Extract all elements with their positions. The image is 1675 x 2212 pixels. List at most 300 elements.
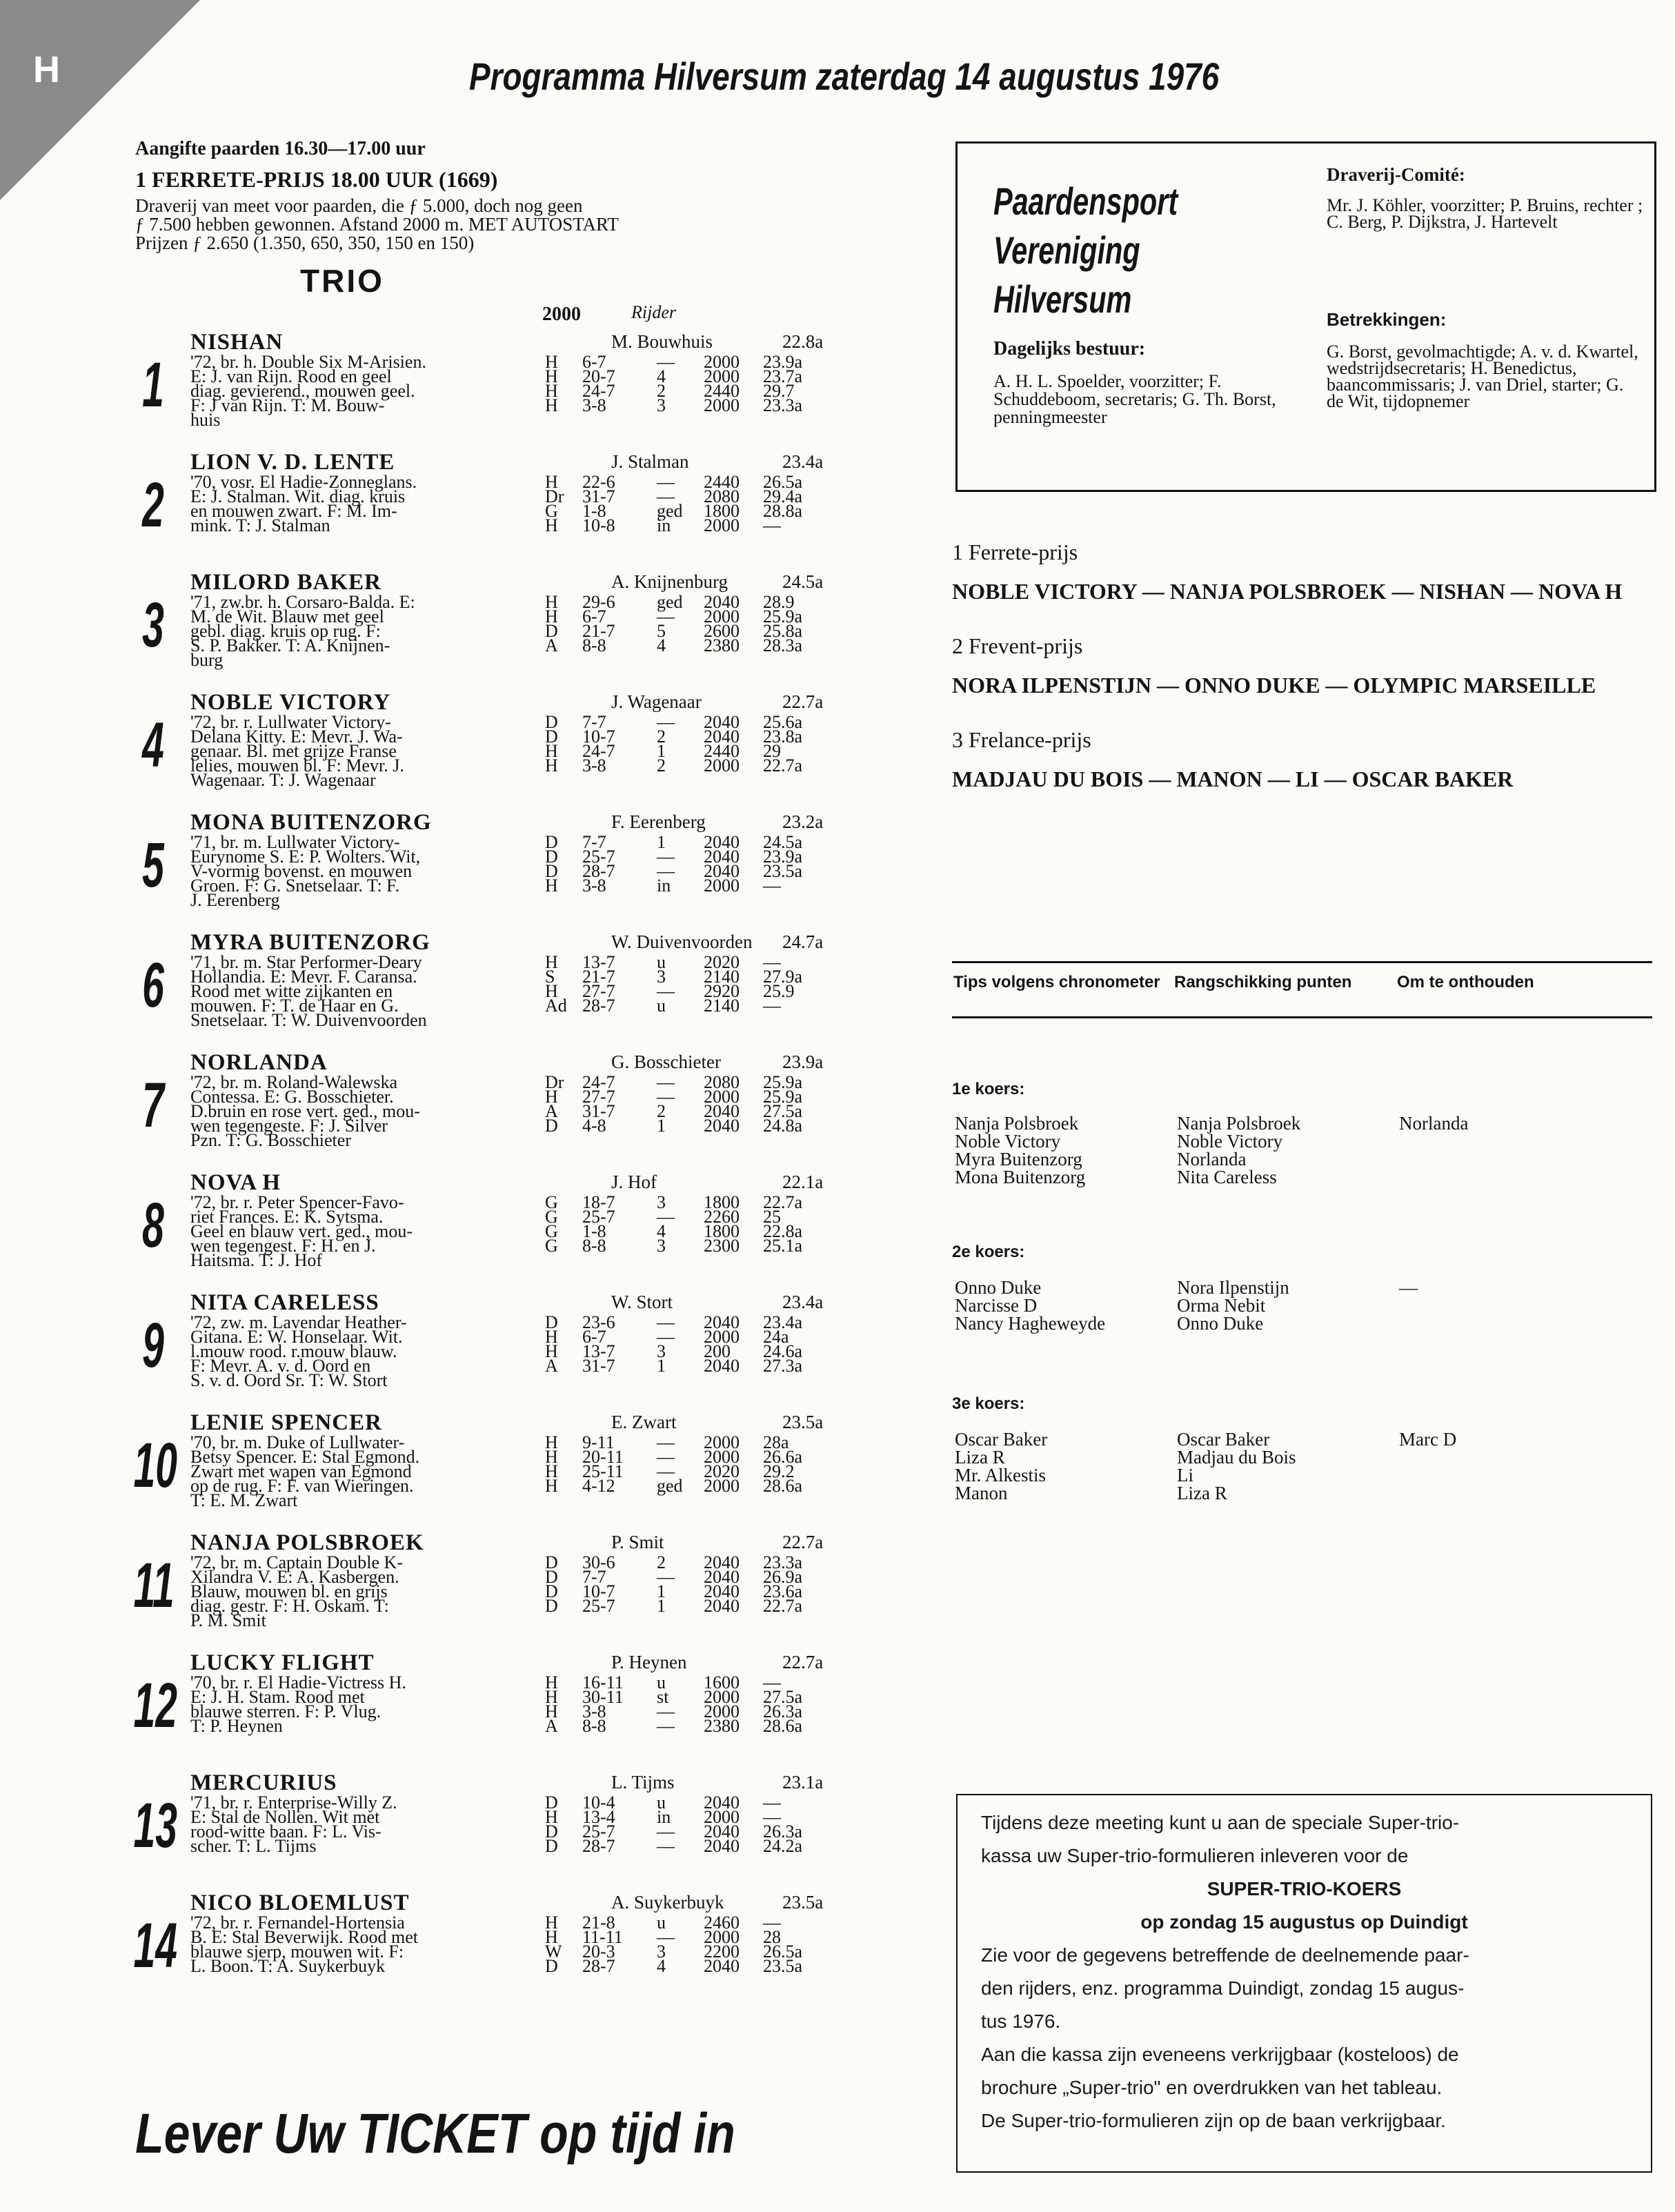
performance-cell: 2 bbox=[657, 1101, 666, 1121]
performance-cell: 2000 bbox=[704, 1807, 740, 1827]
performance-cell: 28-7 bbox=[582, 1956, 615, 1976]
performance-cell: 25-7 bbox=[582, 847, 615, 867]
performance-cell: 26.3a bbox=[763, 1701, 803, 1721]
tips-punten-list bbox=[1177, 1114, 1300, 1186]
horse-number: 9 bbox=[142, 1310, 164, 1381]
performance-row bbox=[545, 1956, 849, 1976]
performance-cell: 1-8 bbox=[582, 1221, 606, 1241]
list-item: Marc D bbox=[1399, 1429, 1457, 1450]
performance-cell: 2000 bbox=[704, 1476, 740, 1496]
performance-cell: G bbox=[545, 1236, 558, 1256]
horse-best-time: 23.5a bbox=[782, 1412, 824, 1432]
performance-cell: H bbox=[545, 606, 558, 626]
horse-performances bbox=[545, 952, 849, 1016]
tips-punten-list bbox=[1177, 1430, 1296, 1502]
horse-description-line: genaar. Bl. met grijze Franse bbox=[190, 741, 397, 761]
performance-cell: Dr bbox=[545, 1072, 564, 1092]
horse-description-line: Hollandia. E: Mevr. F. Caransa. bbox=[190, 967, 417, 987]
performance-cell: 22.7a bbox=[763, 1596, 803, 1616]
list-item: — bbox=[1399, 1277, 1418, 1298]
horse-description-line: lelies, mouwen bl. F: Mevr. J. bbox=[190, 756, 404, 776]
performance-cell: 6-7 bbox=[582, 1327, 606, 1347]
horse-description-line: S. P. Bakker. T: A. Knijnen- bbox=[190, 635, 390, 655]
performance-cell: 28.9 bbox=[763, 592, 795, 612]
horse-description bbox=[190, 1072, 535, 1150]
list-item: Orma Nebit bbox=[1177, 1295, 1266, 1316]
tips-header-onthouden: Om te onthouden bbox=[1397, 973, 1534, 991]
performance-cell: 2460 bbox=[704, 1913, 740, 1933]
performance-cell: 24.5a bbox=[763, 832, 803, 852]
horse-description-line: E: Stal de Nollen. Wit met bbox=[190, 1807, 380, 1827]
performance-cell: 2920 bbox=[704, 981, 740, 1001]
horse-name: NOVA H bbox=[190, 1170, 281, 1195]
horse-entry bbox=[135, 1410, 839, 1530]
tips-header-punten: Rangschikking punten bbox=[1174, 973, 1352, 991]
performance-row bbox=[545, 1476, 849, 1496]
performance-cell: 2380 bbox=[704, 635, 740, 655]
performance-cell: 23.5a bbox=[763, 1956, 803, 1976]
list-item: Nanja Polsbroek bbox=[955, 1113, 1079, 1134]
horse-description-line: l.mouw rood. r.mouw blauw. bbox=[190, 1341, 397, 1361]
horse-description-line: '70, br. r. El Hadie-Victress H. bbox=[190, 1672, 406, 1692]
performance-cell: 2040 bbox=[704, 1312, 740, 1332]
performance-cell: 29.7 bbox=[763, 381, 795, 401]
list-item: Norlanda bbox=[1177, 1149, 1247, 1169]
horse-best-time: 23.2a bbox=[782, 811, 824, 832]
performance-cell: — bbox=[657, 1836, 675, 1856]
performance-cell: H bbox=[545, 395, 558, 415]
horse-description-line: '72, zw. m. Lavendar Heather- bbox=[190, 1312, 407, 1332]
performance-cell: 4-8 bbox=[582, 1116, 606, 1136]
performance-cell: 29 bbox=[763, 741, 781, 761]
horse-description-line: Contessa. E: G. Bosschieter. bbox=[190, 1087, 394, 1107]
horse-description-line: Xilandra V. E: A. Kasbergen. bbox=[190, 1567, 399, 1587]
performance-cell: 2040 bbox=[704, 1821, 740, 1841]
performance-cell: 29-6 bbox=[582, 592, 615, 612]
performance-cell: 25.9a bbox=[763, 1072, 803, 1092]
horse-performances bbox=[545, 1913, 849, 1976]
bestuur-text: A. H. L. Spoelder, voorzitter; F. Schuddeboom, secretaris; G. Th. Borst, penningmeester bbox=[993, 371, 1276, 427]
performance-cell: Dr bbox=[545, 486, 564, 506]
performance-cell: H bbox=[545, 756, 558, 776]
horse-rider: W. Stort bbox=[611, 1292, 673, 1312]
horse-name: NOBLE VICTORY bbox=[190, 690, 391, 715]
performance-cell: 23.9a bbox=[763, 847, 803, 867]
horse-entry bbox=[135, 1050, 839, 1170]
performance-row bbox=[545, 1116, 849, 1136]
performance-cell: 6-7 bbox=[582, 606, 606, 626]
performance-cell: 18-7 bbox=[582, 1192, 615, 1212]
performance-cell: G bbox=[545, 501, 558, 521]
performance-cell: — bbox=[657, 1567, 675, 1587]
performance-cell: 28.6a bbox=[763, 1716, 803, 1736]
performance-cell: — bbox=[763, 1793, 781, 1813]
performance-cell: 2080 bbox=[704, 1072, 740, 1092]
performance-cell: 23.4a bbox=[763, 1312, 803, 1332]
horse-number: 2 bbox=[142, 470, 164, 540]
horse-description-line: Haitsma. T: J. Hof bbox=[190, 1250, 323, 1270]
horse-rider: J. Hof bbox=[611, 1172, 657, 1192]
performance-cell: 2440 bbox=[704, 381, 740, 401]
performance-cell: 25.9a bbox=[763, 1087, 803, 1107]
list-item: Mona Buitenzorg bbox=[955, 1167, 1086, 1187]
performance-cell: H bbox=[545, 1927, 558, 1947]
performance-cell: 24a bbox=[763, 1327, 789, 1347]
super-trio-box bbox=[956, 1794, 1652, 2173]
performance-cell: 24.8a bbox=[763, 1116, 803, 1136]
corner-letter: H bbox=[33, 49, 60, 90]
performance-cell: 3 bbox=[657, 1341, 666, 1361]
horse-rider: J. Wagenaar bbox=[611, 691, 702, 712]
performance-cell: 11-11 bbox=[582, 1927, 623, 1947]
performance-cell: 30-6 bbox=[582, 1552, 615, 1572]
performance-cell: 2040 bbox=[704, 727, 740, 747]
horse-best-time: 24.7a bbox=[782, 931, 824, 952]
performance-cell: 7-7 bbox=[582, 832, 606, 852]
performance-cell: 26.6a bbox=[763, 1447, 803, 1467]
bet-type-label: TRIO bbox=[300, 263, 384, 299]
super-trio-text: Aan die kassa zijn eveneens verkrijgbaar (kosteloos) de bbox=[981, 2044, 1459, 2065]
performance-cell: 1-8 bbox=[582, 501, 606, 521]
performance-cell: 10-4 bbox=[582, 1793, 615, 1813]
performance-cell: 23.3a bbox=[763, 395, 803, 415]
horse-description-line: Geel en blauw vert. ged., mou- bbox=[190, 1221, 413, 1241]
trio-results bbox=[952, 540, 1656, 821]
comite-title: Draverij-Comité: bbox=[1327, 164, 1465, 185]
horse-description-line: Betsy Spencer. E: Stal Egmond. bbox=[190, 1447, 420, 1467]
horse-description-line: diag. gevierend., mouwen geel. bbox=[190, 381, 415, 401]
horse-best-time: 22.7a bbox=[782, 1532, 824, 1552]
performance-cell: — bbox=[657, 1432, 675, 1452]
horse-description bbox=[190, 1192, 535, 1270]
horse-best-time: 22.7a bbox=[782, 691, 824, 712]
tips-chrono-list bbox=[955, 1430, 1047, 1502]
performance-cell: 27-7 bbox=[582, 1087, 615, 1107]
horse-entry bbox=[135, 1170, 839, 1290]
performance-cell: in bbox=[657, 876, 671, 896]
performance-cell: H bbox=[545, 515, 558, 535]
performance-cell: 25.6a bbox=[763, 712, 803, 732]
performance-cell: 23.6a bbox=[763, 1581, 803, 1601]
performance-cell: 2000 bbox=[704, 352, 740, 372]
performance-cell: — bbox=[657, 1207, 675, 1227]
betrekkingen-text: G. Borst, gevolmachtigde; A. v. d. Kwartel, wedstrijdsecretaris; H. Benedictus, baancommissaris; J. van Driel, starter; G. de Wit, tijdopnemer bbox=[1327, 342, 1638, 411]
performance-cell: 2040 bbox=[704, 1581, 740, 1601]
performance-cell: 24-7 bbox=[582, 1072, 615, 1092]
list-item: Liza R bbox=[955, 1447, 1005, 1468]
performance-cell: 2020 bbox=[704, 952, 740, 972]
tips-onthouden-list bbox=[1399, 1278, 1418, 1296]
performance-cell: W bbox=[545, 1942, 562, 1962]
performance-cell: — bbox=[657, 1072, 675, 1092]
list-item: Oscar Baker bbox=[1177, 1429, 1270, 1450]
horse-number: 12 bbox=[133, 1670, 177, 1741]
horse-description-line: blauwe sjerp, mouwen wit. F: bbox=[190, 1942, 404, 1962]
horse-description-line: '72, br. h. Double Six M-Arisien. bbox=[190, 352, 426, 372]
list-item: Nanja Polsbroek bbox=[1177, 1113, 1301, 1134]
performance-cell: 8-8 bbox=[582, 1236, 606, 1256]
performance-cell: 2000 bbox=[704, 1327, 740, 1347]
performance-cell: 25.9a bbox=[763, 606, 803, 626]
performance-cell: H bbox=[545, 1087, 558, 1107]
horse-description-line: mouwen. F: T. de Haar en G. bbox=[190, 996, 399, 1016]
performance-cell: D bbox=[545, 847, 558, 867]
performance-cell: — bbox=[763, 1807, 781, 1827]
horse-rider: M. Bouwhuis bbox=[611, 331, 713, 352]
performance-cell: 2000 bbox=[704, 515, 740, 535]
performance-cell: 2000 bbox=[704, 1927, 740, 1947]
performance-cell: H bbox=[545, 741, 558, 761]
performance-cell: G bbox=[545, 1192, 558, 1212]
performance-cell: 2040 bbox=[704, 1101, 740, 1121]
list-item: Manon bbox=[955, 1483, 1008, 1503]
performance-cell: H bbox=[545, 1687, 558, 1707]
horse-entry bbox=[135, 1290, 839, 1410]
horse-rider: A. Knijnenburg bbox=[611, 571, 728, 592]
performance-row bbox=[545, 996, 849, 1016]
performance-cell: 1 bbox=[657, 1356, 666, 1376]
performance-cell: 24.6a bbox=[763, 1341, 803, 1361]
performance-cell: D bbox=[545, 1116, 558, 1136]
performance-cell: S bbox=[545, 967, 555, 987]
performance-cell: 2600 bbox=[704, 621, 740, 641]
trio-result-title: 2 Frevent-prijs bbox=[952, 633, 1083, 658]
race-heading: 1 FERRETE-PRIJS 18.00 UUR (1669) bbox=[135, 167, 498, 192]
performance-cell: 30-11 bbox=[582, 1687, 624, 1707]
tips-onthouden-list bbox=[1399, 1430, 1456, 1448]
performance-cell: 22.7a bbox=[763, 756, 803, 776]
performance-cell: 2040 bbox=[704, 1956, 740, 1976]
performance-cell: — bbox=[763, 952, 781, 972]
horse-name: MERCURIUS bbox=[190, 1770, 337, 1795]
performance-cell: — bbox=[657, 1461, 675, 1481]
performance-cell: 200 bbox=[704, 1341, 731, 1361]
performance-cell: 2140 bbox=[704, 967, 740, 987]
performance-cell: 2140 bbox=[704, 996, 740, 1016]
performance-cell: 4 bbox=[657, 1956, 666, 1976]
race-description-line: Prijzen ƒ 2.650 (1.350, 650, 350, 150 en 150) bbox=[135, 233, 475, 253]
performance-cell: 2 bbox=[657, 727, 666, 747]
performance-cell: 1 bbox=[657, 1116, 666, 1136]
performance-cell: H bbox=[545, 366, 558, 386]
performance-cell: 3 bbox=[657, 1236, 666, 1256]
horse-description-line: T: E. M. Zwart bbox=[190, 1490, 298, 1510]
performance-cell: u bbox=[657, 1672, 666, 1692]
horse-description-line: E: J. H. Stam. Rood met bbox=[190, 1687, 365, 1707]
performance-cell: 26.3a bbox=[763, 1821, 803, 1841]
performance-cell: 25.8a bbox=[763, 621, 803, 641]
performance-cell: D bbox=[545, 1596, 558, 1616]
tips-chrono-list bbox=[955, 1278, 1105, 1332]
betrekkingen-title: Betrekkingen: bbox=[1327, 309, 1447, 330]
performance-cell: 2040 bbox=[704, 1596, 740, 1616]
horse-description-line: mink. T: J. Stalman bbox=[190, 515, 330, 535]
performance-cell: 2020 bbox=[704, 1461, 740, 1481]
horse-description-line: '72, br. r. Lullwater Victory- bbox=[190, 712, 391, 732]
performance-row bbox=[545, 1716, 849, 1736]
horse-name: LENIE SPENCER bbox=[190, 1410, 382, 1435]
horse-description-line: en mouwen zwart. F: M. Im- bbox=[190, 501, 397, 521]
list-item: Noble Victory bbox=[1177, 1131, 1283, 1152]
performance-cell: 2040 bbox=[704, 1552, 740, 1572]
performance-cell: H bbox=[545, 1913, 558, 1933]
performance-cell: u bbox=[657, 996, 666, 1016]
horse-performances bbox=[545, 352, 849, 415]
performance-cell: 1 bbox=[657, 1581, 666, 1601]
performance-cell: 1 bbox=[657, 832, 666, 852]
horse-description-line: P. M. Smit bbox=[190, 1610, 266, 1630]
horse-rider: F. Eerenberg bbox=[611, 811, 706, 832]
performance-cell: 3-8 bbox=[582, 1701, 606, 1721]
performance-cell: 7-7 bbox=[582, 712, 606, 732]
performance-cell: 2 bbox=[657, 1552, 666, 1572]
horse-number: 6 bbox=[142, 950, 164, 1020]
performance-cell: 2040 bbox=[704, 1356, 740, 1376]
performance-cell: 24-7 bbox=[582, 741, 615, 761]
performance-cell: — bbox=[657, 606, 675, 626]
performance-cell: — bbox=[657, 1087, 675, 1107]
performance-cell: — bbox=[657, 861, 675, 881]
performance-row bbox=[545, 876, 849, 896]
performance-cell: 21-7 bbox=[582, 621, 615, 641]
horse-performances bbox=[545, 472, 849, 535]
performance-cell: 2040 bbox=[704, 861, 740, 881]
horse-description-line: Rood met witte zijkanten en bbox=[190, 981, 393, 1001]
performance-cell: 23.9a bbox=[763, 352, 803, 372]
horse-description-line: L. Boon. T: A. Suykerbuyk bbox=[190, 1956, 386, 1976]
performance-cell: 2000 bbox=[704, 1432, 740, 1452]
performance-cell: 23-6 bbox=[582, 1312, 615, 1332]
performance-cell: 2040 bbox=[704, 832, 740, 852]
performance-cell: A bbox=[545, 1101, 558, 1121]
performance-cell: — bbox=[657, 472, 675, 492]
performance-cell: H bbox=[545, 952, 558, 972]
performance-cell: H bbox=[545, 381, 558, 401]
performance-cell: 27.3a bbox=[763, 1356, 803, 1376]
performance-cell: 2440 bbox=[704, 472, 740, 492]
horse-description-line: F: Mevr. A. v. d. Oord en bbox=[190, 1356, 371, 1376]
performance-cell: D bbox=[545, 621, 558, 641]
race-distance: 2000 bbox=[542, 304, 581, 325]
page-title: Programma Hilversum zaterdag 14 augustus 1976 bbox=[469, 55, 1220, 98]
performance-cell: ged bbox=[657, 501, 683, 521]
performance-cell: 24-7 bbox=[582, 381, 615, 401]
performance-row bbox=[545, 756, 849, 776]
performance-cell: 27.5a bbox=[763, 1101, 803, 1121]
performance-cell: — bbox=[657, 1327, 675, 1347]
performance-cell: 1800 bbox=[704, 1192, 740, 1212]
performance-cell: A bbox=[545, 1356, 558, 1376]
performance-cell: 2000 bbox=[704, 1687, 740, 1707]
performance-cell: 13-4 bbox=[582, 1807, 615, 1827]
horse-rider: L. Tijms bbox=[611, 1772, 675, 1793]
performance-cell: H bbox=[545, 1327, 558, 1347]
horse-name: LUCKY FLIGHT bbox=[190, 1650, 375, 1675]
performance-cell: 13-7 bbox=[582, 952, 615, 972]
performance-cell: 2260 bbox=[704, 1207, 740, 1227]
horse-description-line: '71, br. r. Enterprise-Willy Z. bbox=[190, 1793, 397, 1813]
horse-best-time: 23.4a bbox=[782, 1292, 824, 1312]
performance-cell: 20-3 bbox=[582, 1942, 615, 1962]
performance-cell: 1800 bbox=[704, 501, 740, 521]
horse-performances bbox=[545, 832, 849, 896]
performance-cell: 26.5a bbox=[763, 472, 803, 492]
performance-cell: H bbox=[545, 352, 558, 372]
horse-number: 14 bbox=[133, 1910, 177, 1981]
performance-row bbox=[545, 1356, 849, 1376]
horse-description-line: J. Eerenberg bbox=[190, 890, 280, 910]
performance-cell: 2040 bbox=[704, 1116, 740, 1136]
performance-cell: — bbox=[763, 1913, 781, 1933]
performance-cell: 6-7 bbox=[582, 352, 606, 372]
horse-description-line: '72, br. m. Captain Double K- bbox=[190, 1552, 403, 1572]
super-trio-text: brochure „Super-trio" en overdrukken van het tableau. bbox=[981, 2077, 1443, 2098]
performance-cell: 28.6a bbox=[763, 1476, 803, 1496]
performance-cell: 9-11 bbox=[582, 1432, 615, 1452]
horse-description bbox=[190, 1312, 535, 1390]
list-item: Nita Careless bbox=[1177, 1167, 1277, 1187]
horse-description bbox=[190, 1432, 535, 1510]
performance-row bbox=[545, 515, 849, 535]
divider bbox=[952, 1016, 1652, 1018]
performance-cell: 2 bbox=[657, 381, 666, 401]
horse-description bbox=[190, 1793, 535, 1856]
performance-cell: 25.1a bbox=[763, 1236, 803, 1256]
horse-description bbox=[190, 592, 535, 670]
horse-description-line: B. E: Stal Beverwijk. Rood met bbox=[190, 1927, 419, 1947]
horse-description bbox=[190, 472, 535, 535]
super-trio-text: De Super-trio-formulieren zijn op de baan verkrijgbaar. bbox=[981, 2110, 1446, 2131]
performance-cell: 23.3a bbox=[763, 1552, 803, 1572]
performance-cell: 4 bbox=[657, 366, 666, 386]
tips-chrono-list bbox=[955, 1114, 1085, 1186]
horse-entry bbox=[135, 810, 839, 930]
tips-onthouden-list bbox=[1399, 1114, 1468, 1132]
performance-cell: 22.8a bbox=[763, 1221, 803, 1241]
horse-description-line: F: J van Rijn. T: M. Bouw- bbox=[190, 395, 385, 415]
performance-row bbox=[545, 635, 849, 655]
trio-result-horses: NOBLE VICTORY — NANJA POLSBROEK — NISHAN — NOVA H bbox=[952, 579, 1623, 604]
performance-cell: 3-8 bbox=[582, 876, 606, 896]
horse-performances bbox=[545, 1432, 849, 1496]
performance-cell: 2040 bbox=[704, 847, 740, 867]
horse-best-time: 22.1a bbox=[782, 1172, 824, 1192]
performance-cell: 21-7 bbox=[582, 967, 615, 987]
performance-cell: — bbox=[657, 486, 675, 506]
performance-cell: — bbox=[763, 996, 781, 1016]
list-item: Onno Duke bbox=[1177, 1313, 1264, 1334]
super-trio-date: op zondag 15 augustus op Duindigt bbox=[1140, 1911, 1468, 1933]
horse-description-line: Blauw, mouwen bl. en grijs bbox=[190, 1581, 388, 1601]
horse-description-line: burg bbox=[190, 650, 224, 670]
performance-cell: 10-7 bbox=[582, 727, 615, 747]
performance-cell: 31-7 bbox=[582, 486, 615, 506]
performance-cell: — bbox=[657, 1821, 675, 1841]
horse-description-line: M. de Wit. Blauw met geel bbox=[190, 606, 384, 626]
list-item: Nancy Hagheweyde bbox=[955, 1313, 1106, 1334]
list-item: Oscar Baker bbox=[955, 1429, 1048, 1450]
performance-cell: 2000 bbox=[704, 1701, 740, 1721]
performance-cell: 2000 bbox=[704, 395, 740, 415]
performance-cell: 7-7 bbox=[582, 1567, 606, 1587]
performance-cell: 20-7 bbox=[582, 366, 615, 386]
performance-cell: — bbox=[657, 847, 675, 867]
performance-cell: 29.4a bbox=[763, 486, 803, 506]
horse-description bbox=[190, 1672, 535, 1736]
horse-description-line: '70, br. m. Duke of Lullwater- bbox=[190, 1432, 405, 1452]
horse-description-line: D.bruin en rose vert. ged., mou- bbox=[190, 1101, 420, 1121]
performance-cell: — bbox=[657, 1927, 675, 1947]
